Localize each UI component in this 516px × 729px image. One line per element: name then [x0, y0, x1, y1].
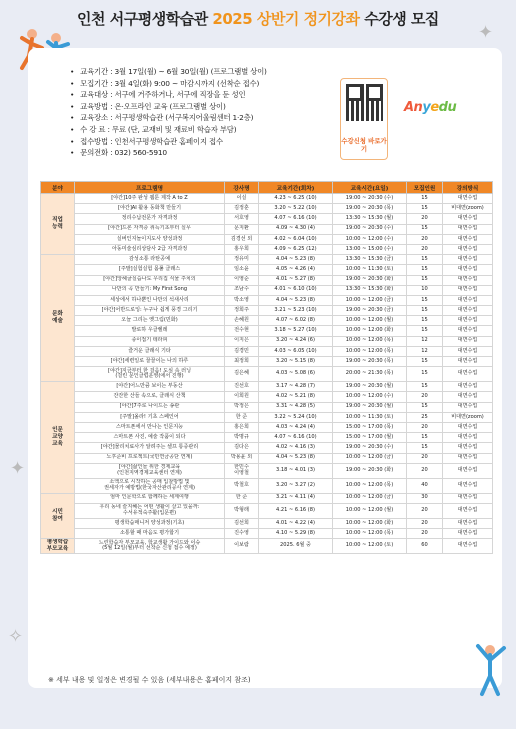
- table-cell: 홍은희: [225, 422, 259, 432]
- table-cell: 대면수업: [443, 433, 493, 443]
- table-cell: 대면수업: [443, 402, 493, 412]
- table-cell: 소통할 때 마음도 평가합기: [75, 529, 225, 539]
- table-cell: 4.09 ~ 6.25 (12): [259, 244, 333, 254]
- table-cell: 평생학습매니저 양성과정(기초): [75, 518, 225, 528]
- table-cell: 4.01 ~ 6.10 (10): [259, 285, 333, 295]
- table-cell: 3.18 ~ 5.27 (10): [259, 326, 333, 336]
- table-cell: 김정훈: [225, 204, 259, 214]
- table-cell: 20:00 ~ 21:30 (목): [333, 367, 407, 382]
- table-row: [41, 214, 493, 224]
- table-cell: 박형래: [225, 503, 259, 518]
- table-row: [41, 275, 493, 285]
- table-cell: 15: [407, 295, 443, 305]
- table-cell: 15: [407, 306, 443, 316]
- table-cell: 대면수업: [443, 518, 493, 528]
- table-cell: 조남수: [225, 285, 259, 295]
- table-cell: 김선희: [225, 518, 259, 528]
- table-cell: 한 준: [225, 493, 259, 503]
- table-cell: 3.21 ~ 4.11 (4): [259, 493, 333, 503]
- table-cell: [야간]앙헤굴실습나도 우리집 식물 주치의: [75, 275, 225, 285]
- course-table: [40, 181, 493, 554]
- table-cell: 정리수납전문가 자격과정: [75, 214, 225, 224]
- table-cell: 10:00 ~ 12:00 (금): [333, 453, 407, 463]
- table-row: [41, 336, 493, 346]
- table-header: 프로그램명: [75, 182, 225, 194]
- table-cell: 대면수업: [443, 453, 493, 463]
- table-cell: 2025. 6월 중: [259, 539, 333, 554]
- info-item: • 모집기간 : 3월 4일(화) 9:00 ~ 마감시까지 (선착순 접수): [70, 78, 330, 90]
- table-cell: 서호영: [225, 214, 259, 224]
- table-cell: 19:00 ~ 20:30 (월): [333, 402, 407, 412]
- table-cell: 최정희: [225, 357, 259, 367]
- info-item: • 교육대상 : 서구에 거주하거나, 서구에 직장을 둔 성인: [70, 89, 330, 101]
- table-cell: 20: [407, 453, 443, 463]
- table-cell: [주말]올라! 기초 스페인어: [75, 412, 225, 422]
- table-cell: [야간]드론 자격증 취득기초부터 실무: [75, 224, 225, 234]
- table-cell: 19:00 ~ 20:30 (월): [333, 382, 407, 392]
- table-cell: 3.21 ~ 5.23 (10): [259, 306, 333, 316]
- table-row: [41, 306, 493, 316]
- table-cell: 김경민: [225, 346, 259, 356]
- qr-code-box[interactable]: [340, 78, 388, 160]
- table-cell: 10:00 ~ 12:00 (금): [333, 493, 407, 503]
- table-cell: 4.10 ~ 5.29 (8): [259, 529, 333, 539]
- table-cell: 대면수업: [443, 234, 493, 244]
- table-cell: 15: [407, 275, 443, 285]
- table-cell: 19:00 ~ 20:30 (화): [333, 275, 407, 285]
- table-cell: 이보람: [225, 539, 259, 554]
- table-row: [41, 382, 493, 392]
- table-cell: [야간]어반드로잉: 누구나 쉽게 풍경 그리기: [75, 306, 225, 316]
- table-cell: 10:00 ~ 12:00 (금): [333, 295, 407, 305]
- table-cell: 10:00 ~ 11:30 (토): [333, 412, 407, 422]
- table-cell: 이지은: [225, 336, 259, 346]
- table-cell: 4.21 ~ 6.16 (8): [259, 503, 333, 518]
- info-item: • 교육방법 : 온·오프라인 교육 (프로그램별 상이): [70, 101, 330, 113]
- table-cell: 대면수업: [443, 493, 493, 503]
- table-cell: 4.23 ~ 6.25 (10): [259, 194, 333, 204]
- table-row: [41, 316, 493, 326]
- table-cell: 10:00 ~ 12:00 (월): [333, 316, 407, 326]
- table-cell: [야간]지금부터 한 걸음! 도심 속 러닝 (걸린 문인클럽운영(에서 진행): [75, 367, 225, 382]
- table-cell: 대면수업: [443, 503, 493, 518]
- table-cell: 스마트폰 사진, 예술 작품이 되다: [75, 433, 225, 443]
- table-row: [41, 422, 493, 432]
- category-cell: 인문 교양 교육: [41, 382, 75, 494]
- table-cell: 엄마 인문학으로 함께하는 세계여행: [75, 493, 225, 503]
- table-header: 강사명: [225, 182, 259, 194]
- info-item: • 수 강 료 : 무료 (단, 교재비 및 재료비 학습자 부담): [70, 124, 330, 136]
- table-cell: 소액으로 시작하는 공매 입찰방법 및 권세자가 예방법(한국자산관리공사 연계): [75, 478, 225, 493]
- table-cell: 대면수업: [443, 478, 493, 493]
- table-cell: 4.07 ~ 6.16 (10): [259, 433, 333, 443]
- table-cell: 대면수업: [443, 529, 493, 539]
- table-cell: 30: [407, 493, 443, 503]
- table-cell: 감성소통 라탄공예: [75, 255, 225, 265]
- table-cell: 10:00 ~ 12:00 (목): [333, 336, 407, 346]
- page-title: [0, 8, 516, 29]
- table-cell: 노후준비 프로젝트(국민연금공단 연계): [75, 453, 225, 463]
- table-cell: 비대면(zoom): [443, 412, 493, 422]
- table-cell: 4.03 ~ 4.24 (4): [259, 422, 333, 432]
- table-cell: 대면수업: [443, 422, 493, 432]
- sparkle-icon: ✦: [478, 22, 494, 43]
- table-cell: [야간]7주로 나이드는 송관: [75, 402, 225, 412]
- table-header: 교육시간(요일): [333, 182, 407, 194]
- table-cell: 15: [407, 382, 443, 392]
- table-cell: 10:00 ~ 12:00 (수): [333, 392, 407, 402]
- table-cell: 19:00 ~ 20:30 (금): [333, 306, 407, 316]
- table-row: [41, 346, 493, 356]
- table-row: [41, 255, 493, 265]
- table-cell: 15: [407, 433, 443, 443]
- table-cell: 20: [407, 463, 443, 478]
- table-cell: 4.02 ~ 4.16 (3): [259, 443, 333, 453]
- table-cell: 15: [407, 255, 443, 265]
- table-cell: 대면수업: [443, 265, 493, 275]
- table-header: 교육기간(회차): [259, 182, 333, 194]
- anyedu-logo: Anyedu: [404, 100, 457, 115]
- table-cell: [야간]물리치료사가 알려주는 셀프 통증관리: [75, 443, 225, 453]
- footnote: ※ 세부 내용 및 일정은 변경될 수 있음 (세부내용은 홈페이지 참조): [48, 676, 251, 684]
- table-row: [41, 453, 493, 463]
- table-cell: 홍우희: [225, 244, 259, 254]
- table-cell: 10:00 ~ 11:30 (토): [333, 265, 407, 275]
- table-cell: 대면수업: [443, 336, 493, 346]
- category-cell: 직업 능력: [41, 194, 75, 255]
- table-cell: 우리 동네 슬지혜는 어떤 생활이 살고 있을까: 수서유적숙주활(입문편): [75, 503, 225, 518]
- sparkle-icon: ✧: [8, 626, 24, 647]
- info-item: • 접수방법 : 인천서구평생학습관 홈페이지 접수: [70, 136, 330, 148]
- table-row: [41, 285, 493, 295]
- table-cell: 19:00 ~ 20:30 (목): [333, 204, 407, 214]
- table-cell: 대면수업: [443, 285, 493, 295]
- table-cell: 김은혜: [225, 367, 259, 382]
- table-cell: 4.02 ~ 5.21 (8): [259, 392, 333, 402]
- table-cell: 정희주: [225, 306, 259, 316]
- table-cell: 20: [407, 244, 443, 254]
- title-prefix: 인천 서구평생학습관: [77, 10, 213, 28]
- table-cell: [야간]10주 완성 웹툰 제작 A to Z: [75, 194, 225, 204]
- category-cell: 문화 예술: [41, 255, 75, 382]
- table-cell: 대면수업: [443, 463, 493, 478]
- table-cell: 박소영: [225, 295, 259, 305]
- title-highlight: 2025 상반기 정기강좌: [212, 10, 360, 28]
- table-cell: 진선호: [225, 382, 259, 392]
- table-cell: 3.20 ~ 5.22 (10): [259, 204, 333, 214]
- table-cell: [야간]어느만큼 보이는 부동산: [75, 382, 225, 392]
- table-cell: 10:00 ~ 12:00 (월): [333, 503, 407, 518]
- table-row: [41, 367, 493, 382]
- table-cell: [야간]삶인들 위한 경제교육 (인천지역경제교육센터 연계): [75, 463, 225, 478]
- table-cell: 종이접기 테라피: [75, 336, 225, 346]
- table-row: [41, 265, 493, 275]
- table-cell: 4.04 ~ 5.23 (8): [259, 295, 333, 305]
- info-list: [70, 66, 330, 159]
- table-cell: 20: [407, 518, 443, 528]
- table-cell: 15:00 ~ 17:00 (목): [333, 422, 407, 432]
- table-cell: 한 준: [225, 412, 259, 422]
- table-cell: 12: [407, 336, 443, 346]
- table-row: [41, 234, 493, 244]
- table-cell: 대면수업: [443, 316, 493, 326]
- table-cell: 10:00 ~ 12:00 (수): [333, 234, 407, 244]
- table-row: [41, 443, 493, 453]
- table-row: [41, 194, 493, 204]
- table-cell: 박명규: [225, 433, 259, 443]
- table-cell: 정유미: [225, 255, 259, 265]
- table-cell: 4.03 ~ 6.05 (10): [259, 346, 333, 356]
- table-cell: 문지환: [225, 224, 259, 234]
- table-cell: 15: [407, 194, 443, 204]
- table-cell: 대면수업: [443, 357, 493, 367]
- table-cell: 대면수업: [443, 367, 493, 382]
- table-cell: 13:30 ~ 15:30 (화): [333, 285, 407, 295]
- table-cell: 4.01 ~ 5.27 (8): [259, 275, 333, 285]
- title-suffix: 수강생 모집: [359, 10, 439, 28]
- table-cell: [야간]세련일로 꿀꿀이는 나의 하루: [75, 357, 225, 367]
- table-row: [41, 518, 493, 528]
- table-cell: 15: [407, 357, 443, 367]
- qr-label: 수강신청 바로가기: [341, 137, 387, 153]
- table-cell: 20: [407, 503, 443, 518]
- table-row: [41, 295, 493, 305]
- table-cell: 임소윤: [225, 265, 259, 275]
- table-cell: 19:00 ~ 20:30 (수): [333, 224, 407, 234]
- category-cell: 평생학습 부모교육: [41, 539, 75, 554]
- table-row: [41, 357, 493, 367]
- table-cell: 15: [407, 204, 443, 214]
- table-cell: 10:00 ~ 12:00 (목): [333, 478, 407, 493]
- table-cell: 발로하 우클렐레: [75, 326, 225, 336]
- table-cell: 20: [407, 214, 443, 224]
- table-row: [41, 392, 493, 402]
- table-cell: 15: [407, 367, 443, 382]
- table-header: 분야: [41, 182, 75, 194]
- table-cell: 3.22 ~ 5.24 (10): [259, 412, 333, 422]
- table-cell: 대면수업: [443, 382, 493, 392]
- cheering-person-illustration: [470, 640, 510, 700]
- info-item: • 교육기간 : 3월 17일(월) ~ 6월 30일(월) (프로그램별 상이): [70, 66, 330, 78]
- table-cell: 10:00 ~ 12:00 (토): [333, 539, 407, 554]
- table-cell: 느린학습자 부모교육, 학교생활 가이드와 이슈 (5월 12일(월)부터 선착순 신청 접수 예정): [75, 539, 225, 554]
- table-cell: 4.05 ~ 4.26 (4): [259, 265, 333, 275]
- table-cell: 세상에서 하나뿐인 나만의 석새사리: [75, 295, 225, 305]
- table-cell: 이영순: [225, 275, 259, 285]
- table-row: [41, 529, 493, 539]
- table-cell: 13:30 ~ 15:30 (월): [333, 214, 407, 224]
- table-row: [41, 412, 493, 422]
- table-cell: 실버인지놀이지도사 양성과정: [75, 234, 225, 244]
- table-cell: 대면수업: [443, 392, 493, 402]
- table-cell: 한민수 이영철: [225, 463, 259, 478]
- table-cell: 19:00 ~ 20:30 (화): [333, 463, 407, 478]
- table-cell: 이실: [225, 194, 259, 204]
- table-cell: 대면수업: [443, 275, 493, 285]
- table-cell: 60: [407, 539, 443, 554]
- table-cell: 3.17 ~ 4.28 (7): [259, 382, 333, 392]
- table-cell: 대면수업: [443, 224, 493, 234]
- table-cell: 대면수업: [443, 306, 493, 316]
- table-cell: 4.02 ~ 6.04 (10): [259, 234, 333, 244]
- table-cell: 4.04 ~ 5.23 (8): [259, 453, 333, 463]
- table-cell: 김경선 외: [225, 234, 259, 244]
- table-row: [41, 224, 493, 234]
- table-cell: 스마트폰에서 만나는 인문지능: [75, 422, 225, 432]
- table-row: [41, 433, 493, 443]
- table-cell: 19:00 ~ 20:30 (수): [333, 194, 407, 204]
- table-cell: 4.09 ~ 4.30 (4): [259, 224, 333, 234]
- table-row: [41, 503, 493, 518]
- table-cell: 대면수업: [443, 443, 493, 453]
- table-cell: 대면수업: [443, 214, 493, 224]
- table-cell: 15: [407, 224, 443, 234]
- table-row: [41, 539, 493, 554]
- table-cell: 15:00 ~ 17:00 (월): [333, 433, 407, 443]
- table-cell: 대면수업: [443, 539, 493, 554]
- table-header: 강의방식: [443, 182, 493, 194]
- table-cell: 박철호: [225, 478, 259, 493]
- table-cell: 즐거운 클래식 기타: [75, 346, 225, 356]
- table-cell: 19:00 ~ 20:30 (수): [333, 443, 407, 453]
- table-cell: 15: [407, 316, 443, 326]
- category-cell: 시민 참여: [41, 493, 75, 539]
- table-cell: 대면수업: [443, 194, 493, 204]
- table-cell: [야간]AI 활용 동화책 만들기: [75, 204, 225, 214]
- table-cell: 20: [407, 234, 443, 244]
- table-cell: 대면수업: [443, 244, 493, 254]
- table-cell: 비대면(zoom): [443, 204, 493, 214]
- table-cell: 대면수업: [443, 255, 493, 265]
- table-cell: 15: [407, 265, 443, 275]
- table-row: [41, 244, 493, 254]
- table-cell: 나만의 곡 만들기: My First Song: [75, 285, 225, 295]
- table-row: [41, 478, 493, 493]
- table-row: [41, 463, 493, 478]
- info-item: • 교육장소 : 서구평생학습관 (서구복지어울림센터 1·2층): [70, 112, 330, 124]
- table-cell: 20: [407, 422, 443, 432]
- table-cell: 대면수업: [443, 346, 493, 356]
- table-cell: 25: [407, 412, 443, 422]
- table-cell: 손혜원: [225, 316, 259, 326]
- table-cell: 10:00 ~ 12:00 (목): [333, 529, 407, 539]
- table-cell: 전수현: [225, 326, 259, 336]
- table-cell: 박정은: [225, 402, 259, 412]
- table-cell: 잔잔한 산들 속으로, 클래식 산책: [75, 392, 225, 402]
- qr-code-icon[interactable]: [346, 84, 383, 121]
- table-row: [41, 326, 493, 336]
- sparkle-icon: ✦: [10, 458, 26, 479]
- table-cell: 12: [407, 346, 443, 356]
- table-cell: 진수영: [225, 529, 259, 539]
- table-cell: 이희원: [225, 392, 259, 402]
- table-cell: 오늘 그리는 옛그림(민화): [75, 316, 225, 326]
- table-cell: 10:00 ~ 12:00 (목): [333, 346, 407, 356]
- table-cell: 10:00 ~ 12:00 (화): [333, 326, 407, 336]
- table-cell: 10:00 ~ 12:00 (화): [333, 518, 407, 528]
- table-cell: 대면수업: [443, 295, 493, 305]
- info-item: • 문의전화 : 032) 560-5910: [70, 147, 330, 159]
- table-cell: 4.03 ~ 5.08 (6): [259, 367, 333, 382]
- table-cell: 박용윤 외: [225, 453, 259, 463]
- table-cell: 13:30 ~ 15:30 (금): [333, 255, 407, 265]
- table-cell: 15: [407, 326, 443, 336]
- table-cell: 3.20 ~ 5.15 (8): [259, 357, 333, 367]
- table-cell: 3.18 ~ 4.01 (3): [259, 463, 333, 478]
- table-row: [41, 204, 493, 214]
- table-cell: 13:00 ~ 15:00 (수): [333, 244, 407, 254]
- table-cell: 대면수업: [443, 326, 493, 336]
- table-cell: 15: [407, 443, 443, 453]
- table-cell: 20: [407, 529, 443, 539]
- table-cell: 4.04 ~ 5.23 (8): [259, 255, 333, 265]
- table-cell: 4.07 ~ 6.02 (8): [259, 316, 333, 326]
- table-cell: 4.07 ~ 6.16 (10): [259, 214, 333, 224]
- table-cell: 3.31 ~ 4.28 (5): [259, 402, 333, 412]
- table-cell: 김다은: [225, 443, 259, 453]
- table-cell: 3.20 ~ 4.24 (6): [259, 336, 333, 346]
- table-cell: 20: [407, 392, 443, 402]
- table-header: 모집인원: [407, 182, 443, 194]
- table-cell: 아동미술심리상담사 2급 자격과정: [75, 244, 225, 254]
- table-cell: 3.20 ~ 3.27 (2): [259, 478, 333, 493]
- table-cell: 15: [407, 402, 443, 412]
- table-cell: 40: [407, 478, 443, 493]
- table-row: [41, 493, 493, 503]
- table-cell: 4.01 ~ 4.22 (4): [259, 518, 333, 528]
- table-cell: 19:00 ~ 20:30 (목): [333, 357, 407, 367]
- table-cell: [주말]실험실험 몸풀 클래스: [75, 265, 225, 275]
- table-cell: 10: [407, 285, 443, 295]
- table-row: [41, 402, 493, 412]
